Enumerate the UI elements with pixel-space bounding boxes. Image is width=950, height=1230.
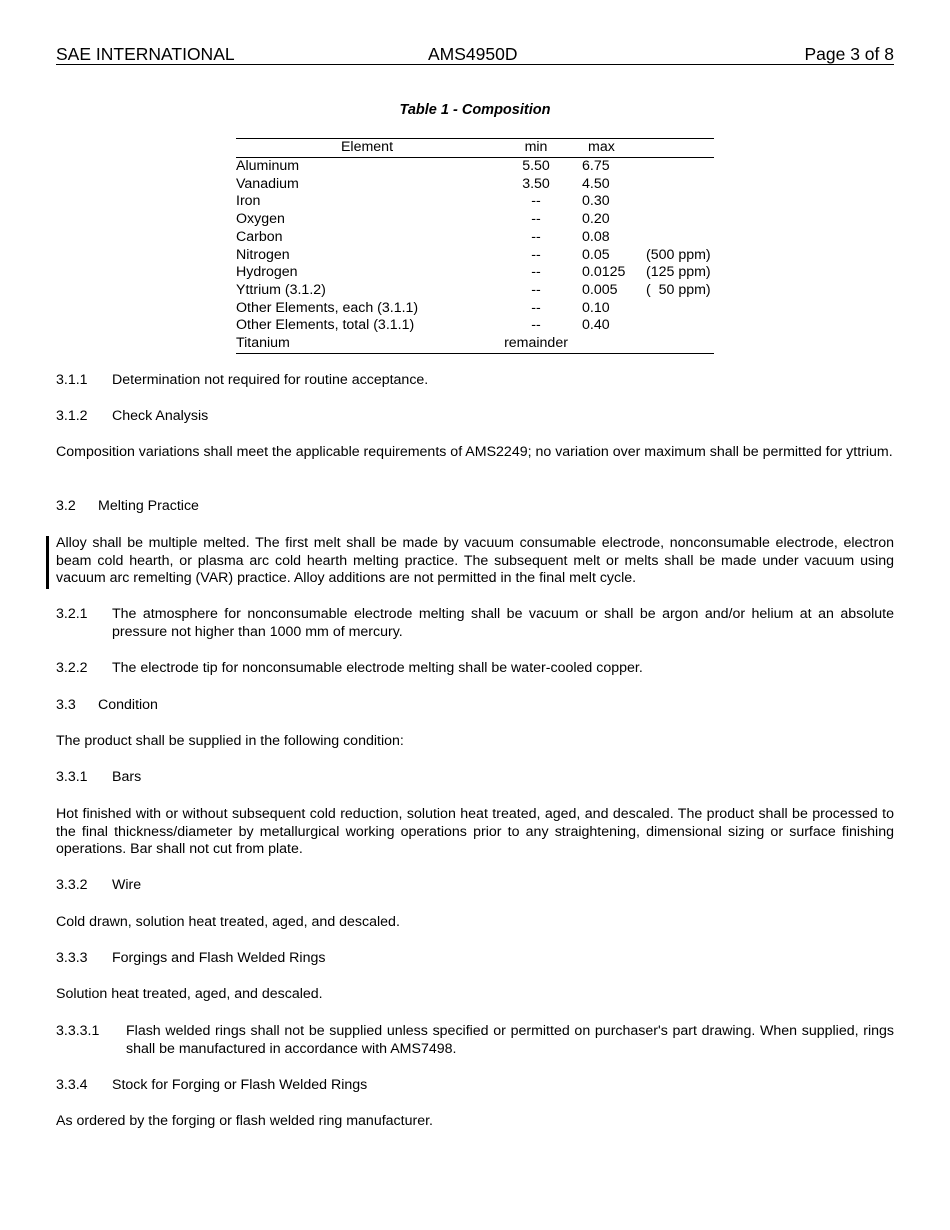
section-text: The atmosphere for nonconsumable electrode melting shall be vacuum or shall be argon and/or helium at an absolute pressure not higher than 1000 mm of mercury. xyxy=(112,606,894,640)
cell-max: 6.75 xyxy=(582,158,610,174)
condition-paragraph: The product shall be supplied in the following condition: xyxy=(56,733,404,749)
section-3-3-2-heading xyxy=(56,877,141,895)
cell-element: Nitrogen xyxy=(236,246,290,263)
table-row xyxy=(236,335,714,353)
cell-note xyxy=(646,335,714,353)
section-number: 3.3.3 xyxy=(56,950,88,966)
section-number: 3.2.1 xyxy=(56,606,88,622)
cell-element: Aluminum xyxy=(236,158,300,174)
cell-note xyxy=(646,176,714,194)
section-text: Determination not required for routine acceptance. xyxy=(112,372,429,388)
cell-min: -- xyxy=(531,246,541,263)
bars-paragraph: Hot finished with or without subsequent cold reduction, solution heat treated, aged, and descaled. The product shall be processed to the final thickness/diameter by metallurgical working operations prior to any straightening, dimensional sizing or surface finishing operations. Bar shall not cut from plate. xyxy=(56,806,894,858)
table-row xyxy=(236,193,714,211)
section-3-2-2 xyxy=(56,660,643,678)
column-header-max: max xyxy=(588,139,615,156)
cell-note: ( 50 ppm) xyxy=(646,281,711,298)
stock-paragraph: As ordered by the forging or flash welded ring manufacturer. xyxy=(56,1113,433,1129)
cell-note: (500 ppm) xyxy=(646,246,711,263)
header-organization: SAE INTERNATIONAL xyxy=(56,44,235,64)
composition-table-body xyxy=(236,158,714,354)
cell-element: Other Elements, each (3.1.1) xyxy=(236,299,419,316)
column-header-min: min xyxy=(524,139,548,156)
section-number: 3.2 xyxy=(56,498,76,514)
cell-min: 5.50 xyxy=(522,158,550,174)
section-number: 3.3.3.1 xyxy=(56,1023,100,1039)
section-title: Stock for Forging or Flash Welded Rings xyxy=(112,1077,368,1093)
column-header-note xyxy=(646,139,714,158)
section-title: Check Analysis xyxy=(112,408,209,424)
cell-element: Iron xyxy=(236,193,261,210)
cell-element: Yttrium (3.1.2) xyxy=(236,281,326,298)
cell-min: -- xyxy=(531,211,541,228)
cell-min: -- xyxy=(531,281,541,298)
section-title: Melting Practice xyxy=(98,498,199,514)
cell-max: 0.10 xyxy=(582,299,610,316)
cell-max: 0.30 xyxy=(582,193,610,210)
cell-element: Carbon xyxy=(236,228,283,245)
cell-min: -- xyxy=(531,299,541,316)
table-row xyxy=(236,300,714,318)
table-row xyxy=(236,264,714,282)
forgings-paragraph: Solution heat treated, aged, and descaled. xyxy=(56,986,323,1002)
section-number: 3.3.4 xyxy=(56,1077,88,1093)
section-3-1-2-heading xyxy=(56,408,208,426)
section-3-2-heading xyxy=(56,498,199,516)
column-header-element: Element xyxy=(340,139,394,156)
table-row xyxy=(236,317,714,335)
cell-min: -- xyxy=(531,317,541,334)
table-row xyxy=(236,158,714,176)
table-row xyxy=(236,247,714,265)
cell-max: 4.50 xyxy=(582,175,610,192)
section-3-3-3-1 xyxy=(56,1023,894,1058)
section-3-1-1 xyxy=(56,372,428,390)
check-analysis-paragraph: Composition variations shall meet the applicable requirements of AMS2249; no variation over maximum shall be permitted for yttrium. xyxy=(56,444,893,460)
melting-practice-paragraph: Alloy shall be multiple melted. The first melt shall be made by vacuum consumable electrode, nonconsumable electrode, electron beam cold hearth, or plasma arc cold hearth melting practice. The subsequent melt or melts shall be made under vacuum using vacuum arc remelting (VAR) practice. Alloy additions are not permitted in the final melt cycle. xyxy=(56,535,894,587)
table-row xyxy=(236,282,714,300)
cell-element: Other Elements, total (3.1.1) xyxy=(236,317,415,334)
table-row xyxy=(236,176,714,194)
section-3-3-3-heading xyxy=(56,950,325,968)
cell-note xyxy=(646,317,714,335)
cell-max: 0.0125 xyxy=(582,264,626,281)
section-title: Condition xyxy=(98,697,158,713)
section-title: Wire xyxy=(112,877,142,893)
section-3-3-4-heading xyxy=(56,1077,367,1095)
section-3-3-1-heading xyxy=(56,769,141,787)
cell-max: 0.40 xyxy=(582,317,610,334)
table-row xyxy=(236,211,714,229)
section-number: 3.2.2 xyxy=(56,660,88,676)
section-title: Bars xyxy=(112,769,142,785)
section-3-3-heading xyxy=(56,697,158,715)
section-number: 3.1.1 xyxy=(56,372,88,388)
cell-min: remainder xyxy=(504,335,568,352)
cell-note xyxy=(646,158,714,176)
cell-note xyxy=(646,193,714,211)
cell-element: Oxygen xyxy=(236,211,285,228)
cell-element: Titanium xyxy=(236,335,290,352)
section-number: 3.1.2 xyxy=(56,408,88,424)
section-number: 3.3.2 xyxy=(56,877,88,893)
cell-note xyxy=(646,300,714,318)
table-header-row xyxy=(236,139,714,158)
cell-max: 0.20 xyxy=(582,211,610,228)
cell-element: Hydrogen xyxy=(236,264,298,281)
cell-note xyxy=(646,211,714,229)
cell-note xyxy=(646,229,714,247)
table-title: Table 1 - Composition xyxy=(399,102,551,118)
section-title: Forgings and Flash Welded Rings xyxy=(112,950,326,966)
composition-table xyxy=(236,138,714,354)
section-3-2-1 xyxy=(56,606,894,641)
header-document-number: AMS4950D xyxy=(428,44,518,64)
section-text: Flash welded rings shall not be supplied unless specified or permitted on purchaser's part drawing. When supplied, rings shall be manufactured in accordance with AMS7498. xyxy=(126,1023,894,1057)
cell-min: -- xyxy=(531,193,541,210)
cell-min: 3.50 xyxy=(522,175,550,192)
cell-min: -- xyxy=(531,228,541,245)
cell-element: Vanadium xyxy=(236,175,299,192)
header-page-number: Page 3 of 8 xyxy=(804,44,894,64)
table-row xyxy=(236,229,714,247)
cell-note: (125 ppm) xyxy=(646,264,711,281)
section-number: 3.3 xyxy=(56,697,76,713)
cell-max: 0.005 xyxy=(582,281,618,298)
section-text: The electrode tip for nonconsumable electrode melting shall be water-cooled copper. xyxy=(112,660,643,676)
section-number: 3.3.1 xyxy=(56,769,88,785)
cell-max xyxy=(574,335,646,353)
cell-min: -- xyxy=(531,264,541,281)
cell-max: 0.08 xyxy=(582,228,610,245)
page-header xyxy=(56,44,894,65)
cell-max: 0.05 xyxy=(582,246,610,263)
wire-paragraph: Cold drawn, solution heat treated, aged, and descaled. xyxy=(56,914,400,930)
revision-change-bar xyxy=(46,536,49,589)
